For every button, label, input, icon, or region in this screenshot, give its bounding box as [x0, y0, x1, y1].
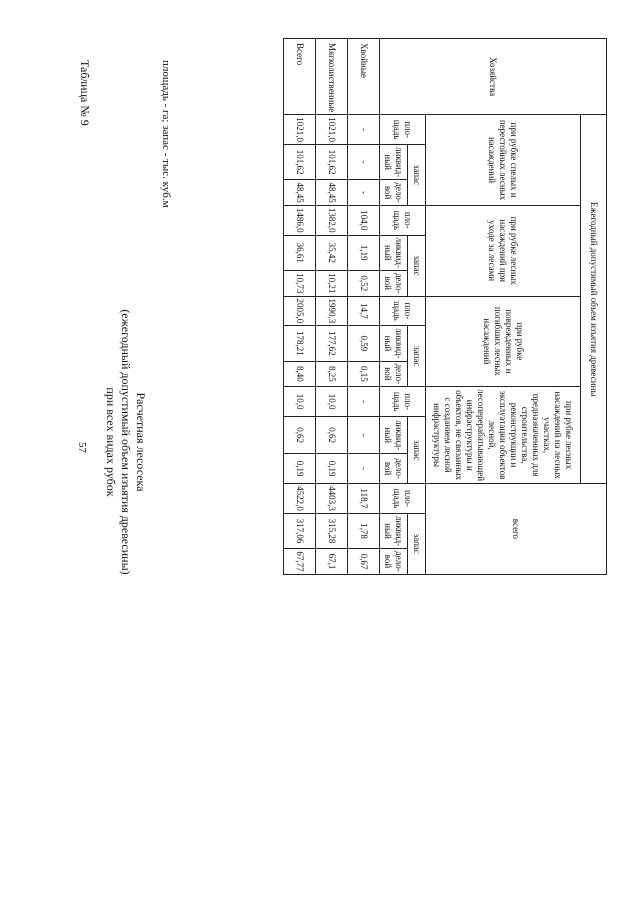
title-line-3: при всех видах рубок	[104, 387, 118, 497]
cell: 1990,3	[316, 296, 348, 326]
harvest-table	[283, 38, 607, 575]
cell: -	[348, 115, 380, 145]
title-line-2: (ежегодный допустимый объем изъятия древесины)	[119, 309, 133, 575]
cell: 118,7	[348, 484, 380, 514]
cell: 36,61	[284, 235, 316, 270]
cell: 1382,0	[316, 205, 348, 235]
business-header-2: дело-вой	[380, 270, 408, 296]
cell: 48,45	[316, 180, 348, 206]
group-header-2: при рубке лесных насаждений при уходе за лесами	[426, 205, 581, 296]
title-line-1: Расчетная лесосека	[134, 392, 148, 492]
cell: 101,62	[316, 144, 348, 179]
cell: -	[348, 417, 380, 454]
cell: 0,15	[348, 361, 380, 387]
cell: -	[348, 454, 380, 484]
liquid-header-5: ликвид-ный	[380, 513, 408, 548]
table-number: Таблица № 9	[78, 60, 92, 126]
cell: 35,42	[316, 235, 348, 270]
area-header-5: пло-щадь	[380, 484, 426, 514]
cell: 10,0	[316, 387, 348, 417]
stock-header-4: запас	[408, 417, 426, 484]
table-row-conifer	[348, 39, 380, 575]
cell: 0,19	[316, 454, 348, 484]
liquid-header-1: ликвид-ный	[380, 144, 408, 179]
cell: 8,25	[316, 361, 348, 387]
cell: 4403,3	[316, 484, 348, 514]
table-title	[103, 262, 148, 622]
area-header-3: пло-щадь	[380, 296, 426, 326]
cell: 1,78	[348, 513, 380, 548]
stock-header-1: запас	[408, 144, 426, 205]
cell: 4522,0	[284, 484, 316, 514]
cell: 1,19	[348, 235, 380, 270]
cell: 0,52	[348, 270, 380, 296]
cell: -	[348, 387, 380, 417]
cell: 0,67	[348, 549, 380, 575]
area-header-1: пло-щадь	[380, 115, 426, 145]
cell: 67,1	[316, 549, 348, 575]
cell: 67,77	[284, 549, 316, 575]
liquid-header-3: ликвид-ный	[380, 326, 408, 361]
business-header-5: дело-вой	[380, 549, 408, 575]
top-header: Ежегодный допустимый объем изъятия древесины	[581, 115, 607, 484]
liquid-header-4: ликвид-ный	[380, 417, 408, 454]
cell: 10,21	[316, 270, 348, 296]
cell: 1021,0	[284, 115, 316, 145]
stock-header-3: запас	[408, 326, 426, 387]
cell: 10,73	[284, 270, 316, 296]
cell: 1486,0	[284, 205, 316, 235]
business-header-1: дело-вой	[380, 180, 408, 206]
cell: 14,7	[348, 296, 380, 326]
harvest-table-wrap	[283, 38, 607, 575]
cell: 0,62	[284, 417, 316, 454]
cell: 317,06	[284, 513, 316, 548]
cell: 101,62	[284, 144, 316, 179]
cell: -	[348, 144, 380, 179]
units-note: площадь - га; запас - тыс. куб.м	[160, 60, 172, 208]
stock-header-5: запас	[408, 513, 426, 574]
group-header-5: всего	[426, 484, 607, 575]
area-header-4: пло-щадь	[380, 387, 426, 417]
cell: 177,62	[316, 326, 348, 361]
liquid-header-2: ликвид-ный	[380, 235, 408, 270]
business-header-3: дело-вой	[380, 361, 408, 387]
stock-header-2: запас	[408, 235, 426, 296]
cell: 1021,0	[316, 115, 348, 145]
cell: 0,59	[348, 326, 380, 361]
business-header-4: дело-вой	[380, 454, 408, 484]
group-header-3: при рубке поврежденных и погибших лесных насаждений	[426, 296, 581, 387]
cell: -	[348, 180, 380, 206]
table-row-softwood	[316, 39, 348, 575]
area-header-2: пло-щадь	[380, 205, 426, 235]
cell: 48,45	[284, 180, 316, 206]
farm-header: Хозяйства	[380, 39, 607, 115]
cell: 10,0	[284, 387, 316, 417]
row-label: Мягколиственные	[316, 39, 348, 115]
cell: 2005,0	[284, 296, 316, 326]
cell: 178,21	[284, 326, 316, 361]
table-row-total	[284, 39, 316, 575]
cell: 8,40	[284, 361, 316, 387]
group-header-4: при рубке лесных насаждений на лесных участках, предназначенных для строительства, реконструкции и эксплуатации объектов лесной, лесоперерабатывающей инфраструктуры и объектов, не связанных с созданием лесной инфраструктуры	[426, 387, 581, 484]
cell: 104,0	[348, 205, 380, 235]
page-number: 57	[76, 442, 88, 453]
cell: 0,19	[284, 454, 316, 484]
cell: 0,62	[316, 417, 348, 454]
row-label: Всего	[284, 39, 316, 115]
cell: 315,28	[316, 513, 348, 548]
row-label: Хвойные	[348, 39, 380, 115]
group-header-1: при рубке спелых и перестойных лесных насаждений	[426, 115, 581, 206]
